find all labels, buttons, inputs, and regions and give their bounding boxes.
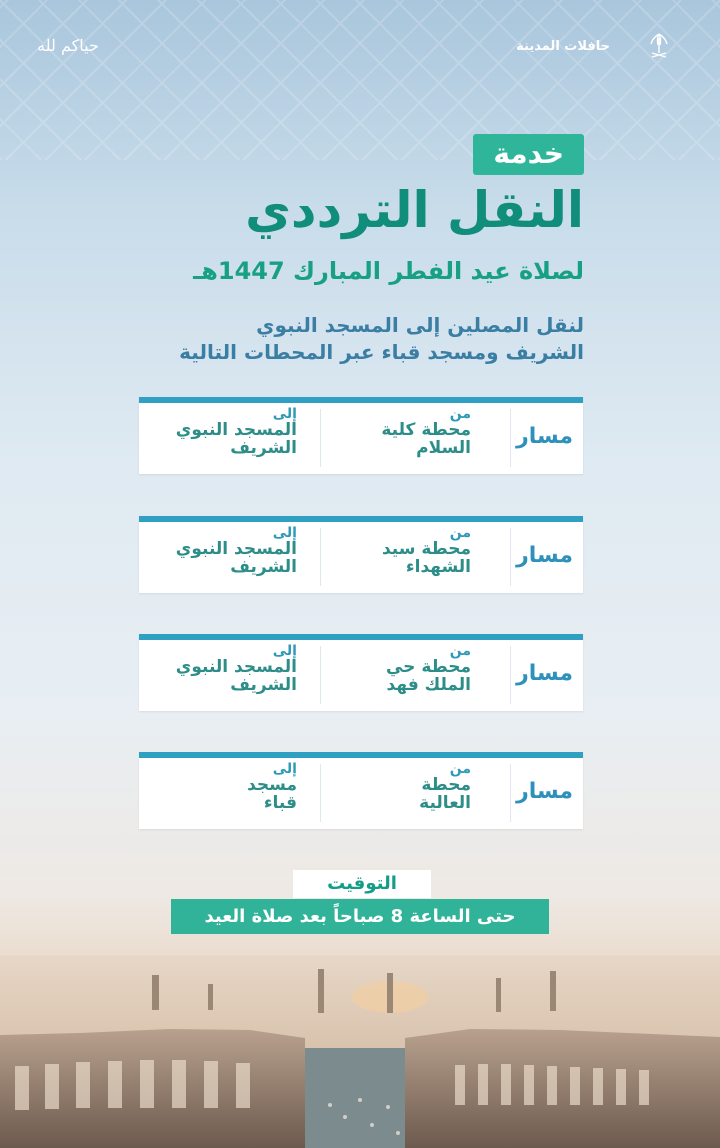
- route-card-2: [139, 516, 583, 593]
- from-label: من: [449, 643, 471, 659]
- title-badge: خدمة: [473, 134, 584, 175]
- route-divider: [320, 646, 321, 704]
- city-skyline-image: [0, 955, 720, 1148]
- route-label: مسار: [516, 661, 573, 686]
- left-logo-text: حياكم لله: [37, 36, 99, 55]
- route-from: [323, 762, 471, 812]
- route-from: [323, 526, 471, 576]
- timing-text: حتى الساعة 8 صباحاً بعد صلاة العيد: [171, 899, 549, 934]
- to-line-2: قباء: [263, 792, 297, 813]
- from-label: من: [449, 525, 471, 541]
- to-label: إلى: [272, 525, 297, 541]
- route-divider: [320, 764, 321, 822]
- from-line-1: محطة حي: [385, 657, 471, 678]
- route-to: [147, 407, 297, 457]
- title-section: [124, 134, 584, 285]
- route-divider: [510, 528, 511, 586]
- main-title: النقل الترددي: [245, 181, 584, 239]
- route-label: مسار: [516, 424, 573, 449]
- route-from: [323, 407, 471, 457]
- to-label: إلى: [272, 406, 297, 422]
- route-divider: [510, 409, 511, 467]
- palm-emblem-icon: [644, 30, 674, 60]
- to-line-1: مسجد: [247, 775, 297, 796]
- route-to: [147, 644, 297, 694]
- to-label: إلى: [272, 643, 297, 659]
- route-card-4: [139, 752, 583, 829]
- to-label: إلى: [272, 761, 297, 777]
- to-line-1: المسجد النبوي: [175, 539, 297, 560]
- right-logo-text: حافلات المدينة: [516, 38, 610, 54]
- route-from: [323, 644, 471, 694]
- to-line-1: المسجد النبوي: [175, 657, 297, 678]
- intro-line-1: لنقل المصلين إلى المسجد النبوي: [256, 313, 584, 337]
- intro-text: [124, 312, 584, 366]
- from-label: من: [449, 406, 471, 422]
- route-divider: [510, 764, 511, 822]
- to-line-2: الشريف: [230, 674, 297, 695]
- palm-swords-icon: [628, 30, 690, 63]
- route-divider: [320, 528, 321, 586]
- to-line-2: الشريف: [230, 437, 297, 458]
- from-line-2: الشهداء: [405, 556, 471, 577]
- subtitle: لصلاة عيد الفطر المبارك 1447هـ: [193, 257, 584, 285]
- route-card-3: [139, 634, 583, 711]
- right-logos: [516, 30, 690, 63]
- left-logo: [36, 36, 100, 70]
- from-line-1: محطة كلية: [381, 420, 471, 441]
- route-to: [147, 526, 297, 576]
- route-divider: [510, 646, 511, 704]
- route-to: [147, 762, 297, 812]
- timing-title: التوقيت: [293, 870, 431, 898]
- bus-logo-icon: [516, 40, 610, 54]
- from-line-2: العالية: [419, 792, 471, 813]
- from-line-2: السلام: [416, 437, 471, 458]
- to-line-2: الشريف: [230, 556, 297, 577]
- to-line-1: المسجد النبوي: [175, 420, 297, 441]
- route-label: مسار: [516, 543, 573, 568]
- intro-line-2: الشريف ومسجد قباء عبر المحطات التالية: [179, 340, 584, 364]
- route-card-1: [139, 397, 583, 474]
- from-line-2: الملك فهد: [386, 674, 471, 695]
- from-label: من: [449, 761, 471, 777]
- from-line-1: محطة: [421, 775, 471, 796]
- route-label: مسار: [516, 779, 573, 804]
- route-divider: [320, 409, 321, 467]
- from-line-1: محطة سيد: [381, 539, 471, 560]
